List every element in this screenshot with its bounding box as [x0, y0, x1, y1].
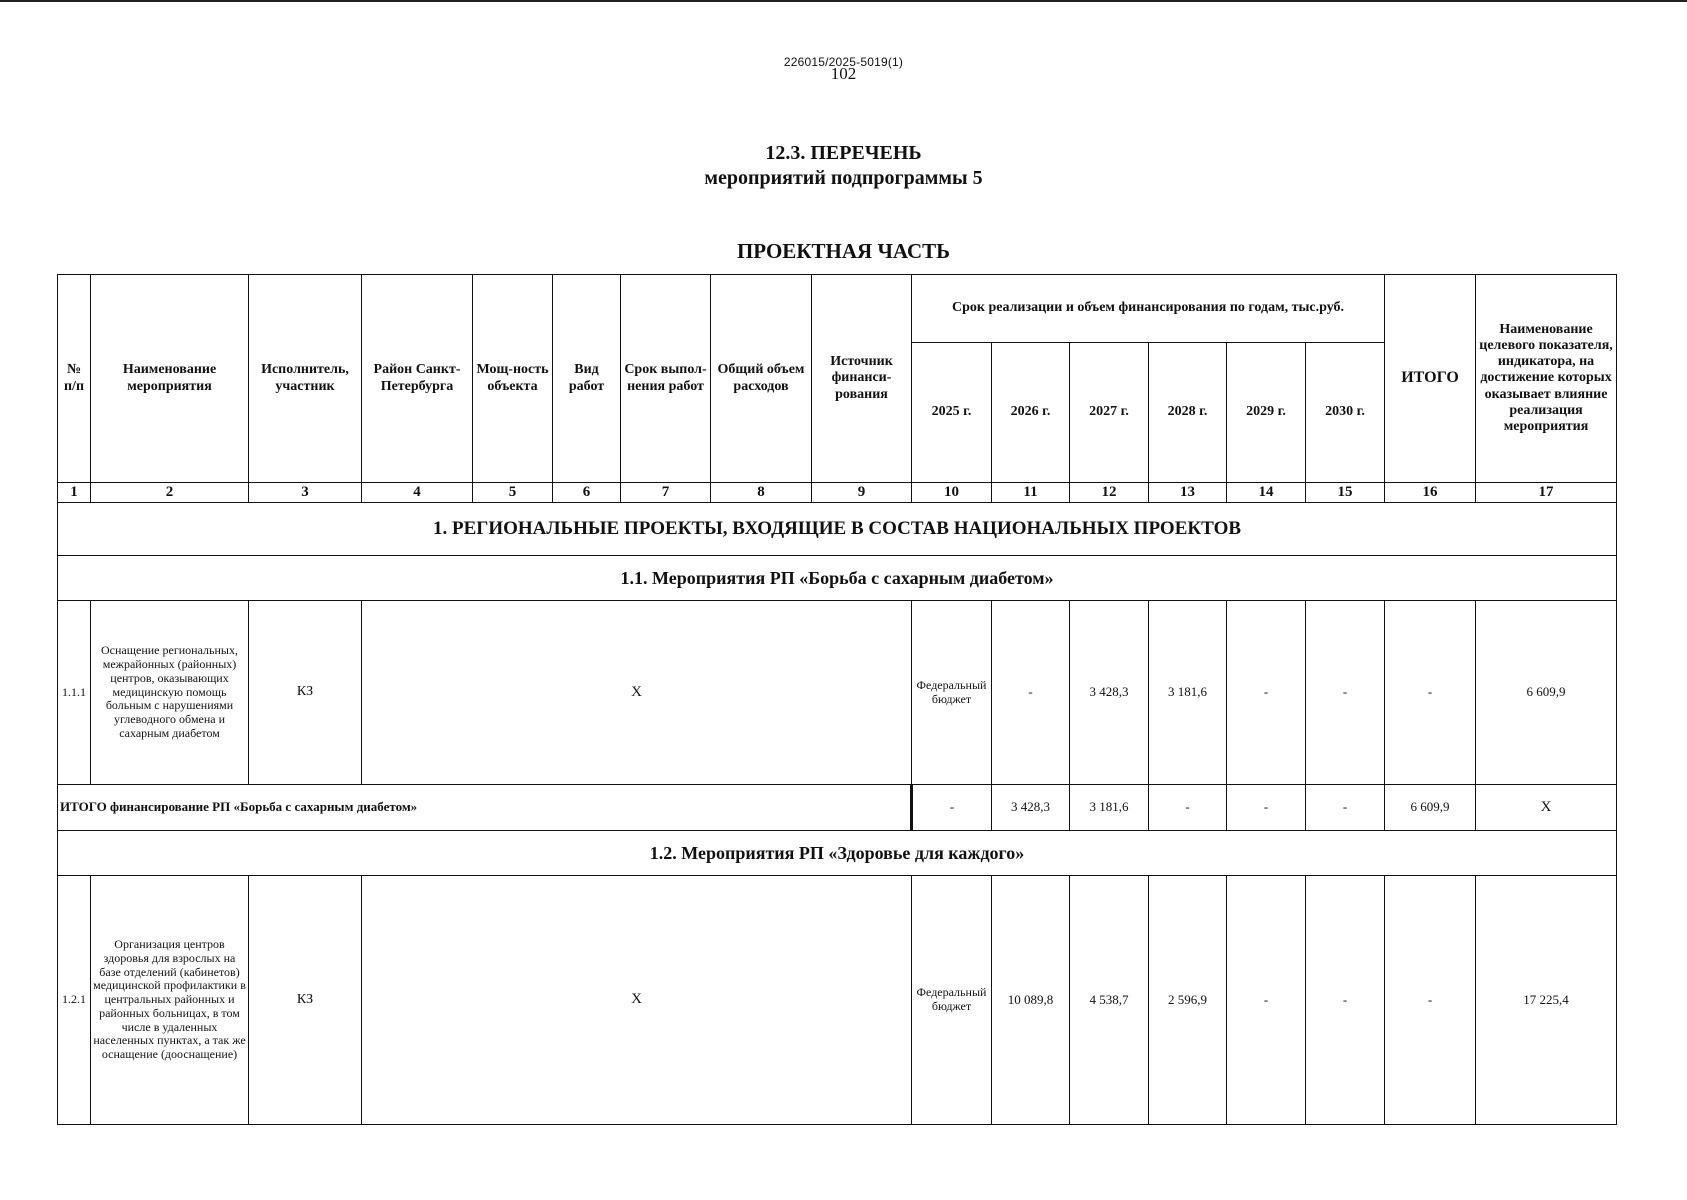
value-2029: -	[1306, 876, 1385, 1125]
column-number: 5	[473, 483, 553, 503]
executor-cell: КЗ	[249, 876, 362, 1125]
value-2029: -	[1306, 601, 1385, 785]
section-row	[58, 503, 1617, 556]
column-number: 6	[553, 483, 621, 503]
row-number: 1.1.1	[58, 601, 91, 785]
column-number: 16	[1385, 483, 1476, 503]
value-2030: -	[1385, 876, 1476, 1125]
header-num: № п/п	[58, 275, 91, 483]
value-2026: 3 428,3	[1070, 601, 1149, 785]
header-work-type: Вид работ	[553, 275, 621, 483]
column-number: 10	[912, 483, 992, 503]
column-number: 14	[1227, 483, 1306, 503]
total-2027: 3 181,6	[1070, 785, 1149, 831]
column-number: 4	[362, 483, 473, 503]
row-number: 1.2.1	[58, 876, 91, 1125]
total-2028: -	[1149, 785, 1227, 831]
total-2025: -	[912, 785, 992, 831]
table-row	[58, 601, 1617, 785]
document-subtitle: мероприятий подпрограммы 5	[704, 167, 983, 189]
value-total: 17 225,4	[1476, 876, 1617, 1125]
column-number: 7	[621, 483, 711, 503]
page-number: 102	[830, 64, 857, 83]
value-2027: 3 181,6	[1149, 601, 1227, 785]
total-sum: 6 609,9	[1385, 785, 1476, 831]
total-2030: -	[1306, 785, 1385, 831]
total-indicator: Х	[1476, 785, 1617, 831]
subsection-row	[58, 556, 1617, 601]
header-period-group: Срок реализации и объем финансирования по годам, тыс.руб.	[912, 275, 1385, 343]
column-number: 1	[58, 483, 91, 503]
column-number: 15	[1306, 483, 1385, 503]
header-executor: Исполнитель, участник	[249, 275, 362, 483]
document-title: 12.3. ПЕРЕЧЕНЬ	[765, 142, 922, 164]
header-year-2028: 2028 г.	[1149, 343, 1227, 483]
total-2029: -	[1227, 785, 1306, 831]
total-row	[58, 785, 1617, 831]
subsection-title-1: 1.1. Мероприятия РП «Борьба с сахарным диабетом»	[58, 556, 1617, 601]
value-2025: -	[992, 601, 1070, 785]
value-2027: 2 596,9	[1149, 876, 1227, 1125]
top-border-line	[0, 0, 1687, 2]
merged-x-cell: Х	[362, 601, 912, 785]
header-year-2030: 2030 г.	[1306, 343, 1385, 483]
column-number: 9	[812, 483, 912, 503]
value-2028: -	[1227, 876, 1306, 1125]
executor-cell: КЗ	[249, 601, 362, 785]
column-number: 13	[1149, 483, 1227, 503]
value-2028: -	[1227, 601, 1306, 785]
measures-table	[57, 274, 1617, 1125]
total-label: ИТОГО финансирование РП «Борьба с сахарным диабетом»	[58, 785, 912, 831]
subsection-row	[58, 831, 1617, 876]
column-number: 3	[249, 483, 362, 503]
document-stamp: 226015/2025-5019(1)	[783, 55, 904, 69]
header-source: Источник финанси-рования	[812, 275, 912, 483]
header-capacity: Мощ-ность объекта	[473, 275, 553, 483]
header-year-2029: 2029 г.	[1227, 343, 1306, 483]
column-number: 12	[1070, 483, 1149, 503]
column-number: 2	[91, 483, 249, 503]
header-row-1	[58, 275, 1617, 343]
source-cell: Федеральный бюджет	[912, 876, 992, 1125]
value-2026: 4 538,7	[1070, 876, 1149, 1125]
header-term: Срок выпол-нения работ	[621, 275, 711, 483]
column-number: 8	[711, 483, 812, 503]
merged-x-cell: Х	[362, 876, 912, 1125]
header-year-2025: 2025 г.	[912, 343, 992, 483]
value-2025: 10 089,8	[992, 876, 1070, 1125]
header-total: ИТОГО	[1385, 275, 1476, 483]
source-cell: Федеральный бюджет	[912, 601, 992, 785]
column-numbers-row	[58, 483, 1617, 503]
table-row	[58, 876, 1617, 1125]
header-year-2026: 2026 г.	[992, 343, 1070, 483]
value-total: 6 609,9	[1476, 601, 1617, 785]
column-number: 11	[992, 483, 1070, 503]
header-name: Наименование мероприятия	[91, 275, 249, 483]
section-title: 1. РЕГИОНАЛЬНЫЕ ПРОЕКТЫ, ВХОДЯЩИЕ В СОСТАВ НАЦИОНАЛЬНЫХ ПРОЕКТОВ	[58, 503, 1617, 556]
header-year-2027: 2027 г.	[1070, 343, 1149, 483]
subsection-title-2: 1.2. Мероприятия РП «Здоровье для каждого»	[58, 831, 1617, 876]
column-number: 17	[1476, 483, 1617, 503]
total-2026: 3 428,3	[992, 785, 1070, 831]
measure-name: Организация центров здоровья для взрослых на базе отделений (кабинетов) медицинской профилактики в центральных районных и районных больницах, в том числе в удаленных населенных пунктах, а так же оснащение (дооснащение)	[91, 876, 249, 1125]
header-district: Район Санкт-Петербурга	[362, 275, 473, 483]
part-title: ПРОЕКТНАЯ ЧАСТЬ	[736, 239, 951, 263]
header-indicator: Наименование целевого показателя, индикатора, на достижение которых оказывает влияние реализация мероприятия	[1476, 275, 1617, 483]
measure-name: Оснащение региональных, межрайонных (районных) центров, оказывающих медицинскую помощь больным с нарушениями углеводного обмена и сахарным диабетом	[91, 601, 249, 785]
value-2030: -	[1385, 601, 1476, 785]
header-total-volume: Общий объем расходов	[711, 275, 812, 483]
